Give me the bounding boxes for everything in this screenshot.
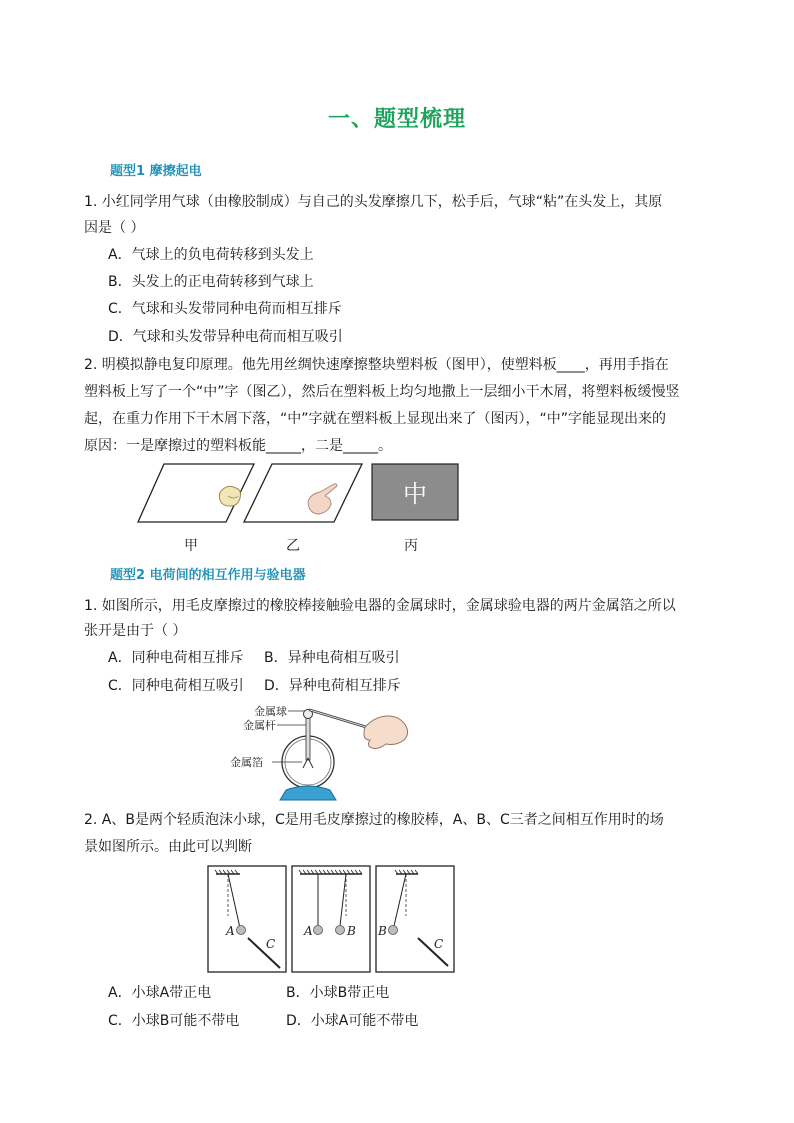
label-metal-foil: 金属箔 (230, 756, 263, 769)
figure-caption-bing: 丙 (404, 538, 418, 554)
option-d: D．气球和头发带异种电荷而相互吸引 (108, 329, 343, 345)
question-text: 因是（ ） (84, 220, 145, 236)
label-rod-c: C (434, 937, 444, 951)
panel-1 (208, 866, 286, 972)
question-text: 1. 小红同学用气球（由橡胶制成）与自己的头发摩擦几下，松手后，气球“粘”在头发上，其原 (84, 194, 663, 210)
option-a: A．小球A带正电 (108, 985, 212, 1001)
option-d: D．异种电荷相互排斥 (264, 678, 401, 694)
question-text: 2. 明模拟静电复印原理。他先用丝绸快速摩擦整块塑料板（图甲），使塑料板____，再用手指在 (84, 357, 669, 373)
zhong-character: 中 (403, 480, 427, 508)
option-a: A．同种电荷相互排斥 (108, 650, 244, 666)
figure-caption-yi: 乙 (286, 538, 300, 554)
question-text: 张开是由于（ ） (84, 623, 187, 639)
static-copy-figure (136, 462, 466, 526)
section-heading-2: 题型2 电荷间的相互作用与验电器 (110, 568, 306, 583)
option-c: C．气球和头发带同种电荷而相互排斥 (108, 301, 342, 317)
option-a: A．气球上的负电荷转移到头发上 (108, 247, 314, 263)
question-text: 起，在重力作用下干木屑下落，“中”字就在塑料板上显现出来了（图丙），“中”字能显现出来的 (84, 411, 667, 427)
label-ball-b: B (347, 924, 356, 938)
hand-icon (364, 716, 408, 749)
question-text: 塑料板上写了一个“中”字（图乙），然后在塑料板上均匀地撒上一层细小干木屑，将塑料板缓慢竖 (84, 384, 680, 400)
figure-caption-jia: 甲 (184, 538, 198, 554)
option-b: B．异种电荷相互吸引 (264, 650, 400, 666)
section-heading-1: 题型1 摩擦起电 (110, 164, 202, 179)
silk-cloth-icon (219, 486, 240, 506)
label-metal-ball: 金属球 (254, 705, 287, 718)
label-ball-a: A (226, 924, 235, 938)
page-title: 一、题型梳理 (327, 107, 466, 132)
panel-2 (292, 866, 370, 972)
option-c: C．同种电荷相互吸引 (108, 678, 244, 694)
question-text: 1. 如图所示，用毛皮摩擦过的橡胶棒接触验电器的金属球时，金属球验电器的两片金属箔之所以 (84, 598, 676, 614)
label-metal-rod: 金属杆 (243, 719, 276, 732)
option-b: B．头发上的正电荷转移到气球上 (108, 274, 314, 290)
electroscope-jar (280, 710, 336, 801)
option-d: D．小球A可能不带电 (286, 1013, 419, 1029)
label-rod-c: C (266, 937, 276, 951)
electroscope-figure (226, 700, 410, 804)
question-text: 原因：一是摩擦过的塑料板能_____，二是_____。 (84, 438, 392, 454)
option-b: B．小球B带正电 (286, 985, 390, 1001)
pendulum-figure (206, 864, 458, 976)
panel-3 (376, 866, 454, 972)
plate-yi (244, 464, 362, 522)
label-ball-b: B (378, 924, 387, 938)
option-c: C．小球B可能不带电 (108, 1013, 240, 1029)
question-text: 景如图所示。由此可以判断 (84, 839, 252, 855)
label-ball-a: A (304, 924, 313, 938)
question-text: 2. A、B是两个轻质泡沫小球，C是用毛皮摩擦过的橡胶棒，A、B、C三者之间相互作用时的场 (84, 812, 664, 828)
